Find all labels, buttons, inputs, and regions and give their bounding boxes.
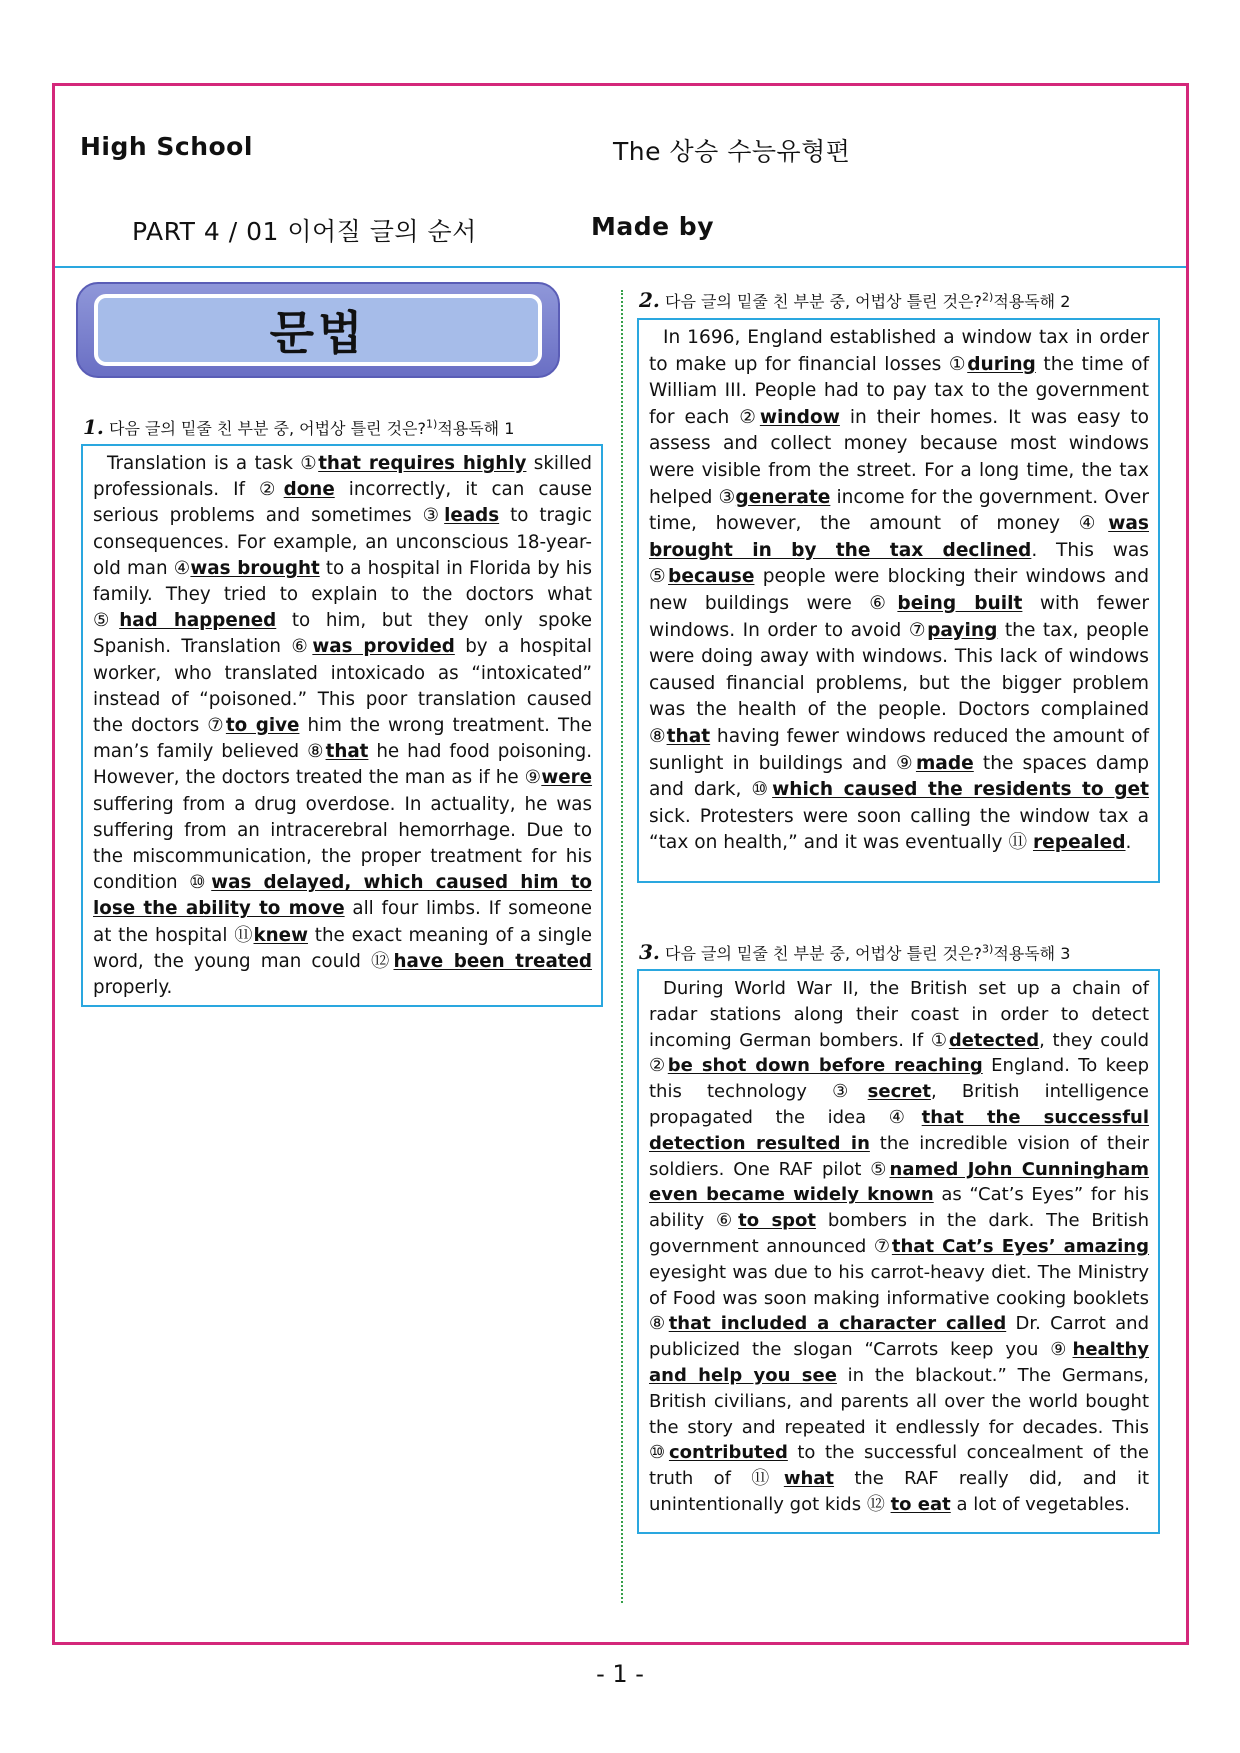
- question-prompt: 다음 글의 밑줄 친 부분 중, 어법상 틀린 것은?: [108, 419, 427, 438]
- section-banner-inner: [94, 294, 542, 366]
- question-source: 적용독해 1: [437, 419, 515, 438]
- underlined-choice: was delayed, which caused him to lose the ability to move: [93, 872, 592, 920]
- underlined-choice: what: [783, 1468, 835, 1490]
- underlined-choice: because: [668, 566, 755, 588]
- underlined-choice: done: [283, 479, 335, 501]
- underlined-choice: that Cat’s Eyes’ amazing: [891, 1235, 1150, 1257]
- underlined-choice: to give: [225, 715, 300, 737]
- section-banner: [76, 282, 560, 378]
- part-title: PART 4 / 01 이어질 글의 순서: [132, 217, 477, 246]
- question-number: 3.: [639, 940, 660, 964]
- question-number: 1.: [83, 415, 104, 439]
- footnote-marker: 1): [426, 417, 438, 431]
- underlined-choice: to eat: [890, 1493, 951, 1515]
- question-number: 2.: [639, 288, 660, 312]
- question-2-passage: [637, 318, 1160, 883]
- passage-text: In 1696, England established a window tax in order to make up for financial losses ①during the time of William III. People had to pay tax to the government for each ②window in their homes. It was easy to assess and collect money because most windows were visible from the street. For a long time, the tax helped ③generate income for the government. Over time, however, the amount of money ④was brought in by the tax declined. This was ⑤because people were blocking their windows and new buildings were ⑥being built with fewer windows. In order to avoid ⑦paying the tax, people were doing away with windows. This lack of windows caused financial problems, but the bigger problem was the health of the people. Doctors complained ⑧that having fewer windows reduced the amount of sunlight in buildings and ⑨made the spaces damp and dark, ⑩which caused the residents to get sick. Protesters were soon calling the window tax a “tax on health,” and it was eventually ⑪ repealed.: [649, 327, 1150, 854]
- footnote-marker: 2): [982, 290, 994, 304]
- underlined-choice: being built: [897, 592, 1023, 614]
- underlined-choice: that: [325, 741, 369, 763]
- underlined-choice: knew: [253, 924, 308, 946]
- underlined-choice: were: [541, 767, 593, 789]
- underlined-choice: had happened: [119, 610, 277, 632]
- question-3-passage: [637, 969, 1160, 1534]
- question-source: 적용독해 3: [993, 944, 1071, 963]
- underlined-choice: that: [666, 725, 711, 747]
- underlined-choice: contributed: [668, 1442, 788, 1464]
- underlined-choice: window: [759, 406, 840, 428]
- page-number: - 1 -: [596, 1660, 644, 1688]
- underlined-choice: paying: [927, 619, 998, 641]
- underlined-choice: healthy and help you see: [649, 1339, 1149, 1386]
- school-label: High School: [80, 132, 253, 161]
- question-prompt: 다음 글의 밑줄 친 부분 중, 어법상 틀린 것은?: [664, 944, 983, 963]
- passage-text: During World War II, the British set up a chain of radar stations along their coast in order to detect incoming German bombers. If ①detected, they could ②be shot down before reaching England. To keep this technology ③secret, British intelligence propagated the idea ④that the successful detection resulted in the incredible vision of their soldiers. One RAF pilot ⑤named John Cunningham even became widely known as “Cat’s Eyes” for his ability ⑥to spot bombers in the dark. The British government announced ⑦that Cat’s Eyes’ amazing eyesight was due to his carrot-heavy diet. The Ministry of Food was soon making informative cooking booklets ⑧that included a character called Dr. Carrot and publicized the slogan “Carrots keep you ⑨healthy and help you see in the blackout.” The Germans, British civilians, and parents all over the world bought the story and repeated it endlessly for decades. This ⑩contributed to the successful concealment of the truth of ⑪what the RAF really did, and it unintentionally got kids ⑫ to eat a lot of vegetables.: [649, 978, 1150, 1515]
- footnote-marker: 3): [982, 942, 994, 956]
- underlined-choice: named John Cunningham even became widely known: [649, 1158, 1150, 1206]
- question-source: 적용독해 2: [993, 292, 1071, 311]
- underlined-choice: was provided: [312, 636, 455, 658]
- underlined-choice: made: [915, 752, 974, 774]
- section-title: 문법: [269, 306, 367, 360]
- underlined-choice: that the successful detection resulted in: [649, 1106, 1150, 1154]
- underlined-choice: be shot down before reaching: [667, 1055, 983, 1077]
- underlined-choice: have been treated: [393, 950, 593, 972]
- header-divider: [55, 266, 1186, 268]
- underlined-choice: that included a character called: [668, 1313, 1007, 1335]
- book-title: The 상승 수능유형편: [613, 137, 851, 166]
- question-prompt: 다음 글의 밑줄 친 부분 중, 어법상 틀린 것은?: [664, 292, 983, 311]
- passage-text: Translation is a task ①that requires highly skilled professionals. If ②done incorrectly, it can cause serious problems and sometimes ③leads to tragic consequences. For example, an unconscious 18-year-old man ④was brought to a hospital in Florida by his family. They tried to explain to the doctors what ⑤had happened to him, but they only spoke Spanish. Translation ⑥was provided by a hospital worker, who translated intoxicado as “intoxicated” instead of “poisoned.” This poor translation caused the doctors ⑦to give him the wrong treatment. The man’s family believed ⑧that he had food poisoning. However, the doctors treated the man as if he ⑨were suffering from a drug overdose. In actuality, he was suffering from an intracerebral hemorrhage. Due to the miscommunication, the proper treatment for his condition ⑩was delayed, which caused him to lose the ability to move all four limbs. If someone at the hospital ⑪knew the exact meaning of a single word, the young man could ⑫have been treated properly.: [93, 453, 593, 999]
- underlined-choice: during: [967, 353, 1036, 375]
- underlined-choice: repealed: [1032, 832, 1126, 854]
- question-1-header: [83, 415, 514, 439]
- underlined-choice: that requires highly: [318, 453, 527, 474]
- underlined-choice: to spot: [738, 1210, 817, 1232]
- underlined-choice: was brought: [190, 557, 320, 579]
- question-2-header: [639, 288, 1070, 312]
- column-divider: [621, 290, 623, 1603]
- underlined-choice: was brought in by the tax declined: [649, 513, 1149, 561]
- underlined-choice: detected: [948, 1029, 1040, 1051]
- underlined-choice: leads: [444, 505, 500, 527]
- underlined-choice: secret: [867, 1081, 931, 1103]
- question-1-passage: [81, 444, 603, 1007]
- made-by-label: Made by: [591, 212, 714, 241]
- underlined-choice: which caused the residents to get: [772, 779, 1149, 801]
- underlined-choice: generate: [735, 486, 831, 508]
- question-3-header: [639, 940, 1070, 964]
